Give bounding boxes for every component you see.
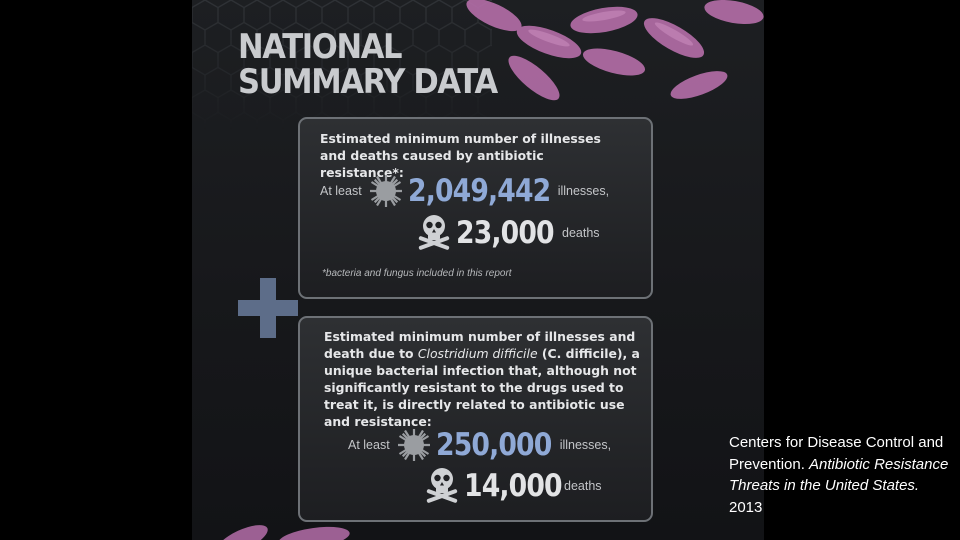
at-least-label: At least bbox=[348, 438, 390, 452]
heading-italic-text: Clostridium difficile bbox=[417, 346, 538, 361]
poster-title bbox=[238, 27, 497, 102]
citation-title: Antibiotic Resistance Threats in the United States. bbox=[729, 455, 949, 494]
deaths-count: 23,000 bbox=[456, 215, 554, 251]
deaths-stat bbox=[416, 213, 600, 253]
virus-icon bbox=[368, 173, 404, 209]
box-heading: Estimated minimum number of illnesses and deaths caused by antibiotic resistance*: bbox=[320, 131, 601, 180]
citation bbox=[729, 432, 949, 518]
deaths-label: deaths bbox=[562, 226, 600, 240]
heading-text: Estimated minimum number of illnesses and death due to bbox=[324, 329, 636, 361]
citation-text: 2013 bbox=[729, 498, 763, 516]
heading-text: (C. difficile), a unique bacterial infection that, although not significantly resistant to the drugs used to treat it, is directly related to antibiotic use and resistance: bbox=[324, 346, 640, 429]
footnote: *bacteria and fungus included in this report bbox=[322, 268, 512, 279]
box-heading bbox=[324, 328, 644, 430]
illnesses-label: illnesses, bbox=[557, 184, 610, 198]
illnesses-count: 250,000 bbox=[435, 427, 552, 463]
infographic-poster bbox=[192, 0, 764, 540]
illnesses-stat bbox=[348, 427, 611, 463]
deaths-label: deaths bbox=[564, 479, 602, 493]
at-least-label: At least bbox=[320, 184, 362, 198]
skull-crossbones-icon bbox=[424, 466, 460, 506]
title-line: NATIONAL bbox=[238, 27, 402, 67]
skull-crossbones-icon bbox=[416, 213, 452, 253]
virus-icon bbox=[396, 427, 432, 463]
illnesses-count: 2,049,442 bbox=[407, 173, 551, 209]
illnesses-stat bbox=[320, 173, 609, 209]
c-difficile-stats-box bbox=[298, 316, 653, 522]
antibiotic-resistance-stats-box bbox=[298, 117, 653, 299]
plus-icon bbox=[238, 278, 298, 338]
title-line: SUMMARY DATA bbox=[238, 62, 497, 102]
deaths-stat bbox=[424, 466, 602, 506]
illnesses-label: illnesses, bbox=[559, 438, 612, 452]
deaths-count: 14,000 bbox=[464, 468, 562, 504]
citation-text: Centers for Disease Control and Prevention. bbox=[729, 434, 944, 473]
bacteria-image bbox=[464, 0, 764, 110]
